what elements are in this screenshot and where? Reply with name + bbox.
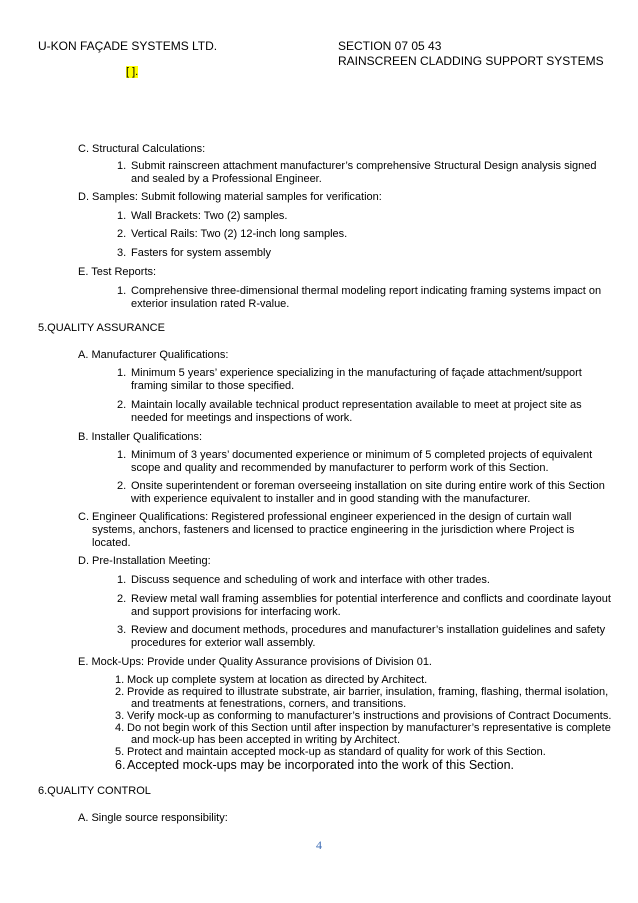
qa-c-line: located. (92, 537, 131, 549)
list-item: Minimum 5 years’ experience specializing in the manufacturing of façade attachment/support (131, 367, 582, 379)
list-number: 2. (115, 686, 125, 698)
list-number: 1. (117, 574, 127, 586)
qc-a-heading: A. Single source responsibility: (78, 812, 228, 824)
list-item: Protect and maintain accepted mock-up as standard of quality for work of this Section. (127, 746, 546, 758)
list-item: Do not begin work of this Section until after inspection by manufacturer’s representative is complete (127, 722, 611, 734)
submittal-c-heading: C. Structural Calculations: (78, 143, 206, 155)
qa-section-title: 5.QUALITY ASSURANCE (38, 322, 165, 334)
list-number: 3. (117, 247, 127, 259)
qa-c-line: C. Engineer Qualifications: Registered professional engineer experienced in the design of curtain wall (78, 511, 572, 523)
list-number: 4. (115, 722, 125, 734)
list-item: needed for meetings and inspections of work. (131, 412, 353, 424)
list-item: Verify mock-up as conforming to manufacturer’s instructions and provisions of Contract Documents. (127, 710, 612, 722)
list-item: and mock-up has been accepted in writing by Architect. (131, 734, 401, 746)
list-number: 6. (115, 758, 126, 772)
list-number: 1. (117, 449, 127, 461)
submittal-e-heading: E. Test Reports: (78, 266, 157, 278)
list-item: with experience equivalent to installer and in good standing with the manufacturer. (131, 493, 531, 505)
section-number: SECTION 07 05 43 (338, 39, 442, 53)
list-item: and sealed by a Professional Engineer. (131, 173, 322, 185)
company-name: U-KON FAÇADE SYSTEMS LTD. (38, 39, 218, 53)
list-item: framing similar to those specified. (131, 380, 295, 392)
list-item: Review and document methods, procedures and manufacturer’s installation guidelines and safety (131, 624, 606, 636)
list-item: Onsite superintendent or foreman overseeing installation on site during entire work of this Section (131, 480, 605, 492)
section-title: RAINSCREEN CLADDING SUPPORT SYSTEMS (338, 54, 604, 68)
list-item: Comprehensive three-dimensional thermal modeling report indicating framing systems impact on (131, 285, 602, 297)
list-item: exterior insulation rated R-value. (131, 298, 290, 310)
list-number: 3. (117, 624, 127, 636)
list-item: Wall Brackets: Two (2) samples. (131, 210, 288, 222)
submittal-d-heading: D. Samples: Submit following material samples for verification: (78, 191, 382, 203)
list-number: 3. (115, 710, 125, 722)
blank-field (126, 66, 138, 79)
blank-field-text: [ ]. (126, 66, 139, 78)
list-item: Fasters for system assembly (131, 247, 271, 259)
list-item: Accepted mock-ups may be incorporated into the work of this Section. (127, 758, 514, 772)
qa-b-heading: B. Installer Qualifications: (78, 431, 203, 443)
list-item: Maintain locally available technical product representation available to meet at project site as (131, 399, 582, 411)
list-item: Discuss sequence and scheduling of work and interface with other trades. (131, 574, 490, 586)
list-number: 1. (117, 160, 127, 172)
qa-a-heading: A. Manufacturer Qualifications: (78, 349, 229, 361)
list-item: Mock up complete system at location as directed by Architect. (127, 674, 428, 686)
list-number: 1. (115, 674, 125, 686)
list-item: scope and quality and recommended by manufacturer to perform work of this Section. (131, 462, 549, 474)
list-item: Review metal wall framing assemblies for potential interference and conflicts and coordinate layout (131, 593, 611, 605)
list-number: 2. (117, 480, 127, 492)
list-number: 2. (117, 399, 127, 411)
list-item: and treatments at fenestrations, corners, and transitions. (131, 698, 407, 710)
list-item: Vertical Rails: Two (2) 12-inch long samples. (131, 228, 348, 240)
list-number: 1. (117, 285, 127, 297)
qc-section-title: 6.QUALITY CONTROL (38, 785, 151, 797)
page-number: 4 (316, 838, 322, 852)
list-number: 5. (115, 746, 125, 758)
list-number: 1. (117, 210, 127, 222)
list-number: 2. (117, 593, 127, 605)
list-number: 1. (117, 367, 127, 379)
list-item: Minimum of 3 years’ documented experience or minimum of 5 completed projects of equivalent (131, 449, 593, 461)
qa-e-heading: E. Mock-Ups: Provide under Quality Assurance provisions of Division 01. (78, 656, 432, 668)
qa-d-heading: D. Pre-Installation Meeting: (78, 555, 211, 567)
qa-c-line: systems, anchors, fasteners and licensed to practice engineering in the jurisdiction where Project is (92, 524, 575, 536)
list-item: Submit rainscreen attachment manufacturer’s comprehensive Structural Design analysis signed (131, 160, 597, 172)
list-item: Provide as required to illustrate substrate, air barrier, insulation, framing, flashing, thermal isolation, (127, 686, 609, 698)
list-item: and support provisions for interfacing work. (131, 606, 341, 618)
list-number: 2. (117, 228, 127, 240)
list-item: procedures for exterior wall assembly. (131, 637, 316, 649)
